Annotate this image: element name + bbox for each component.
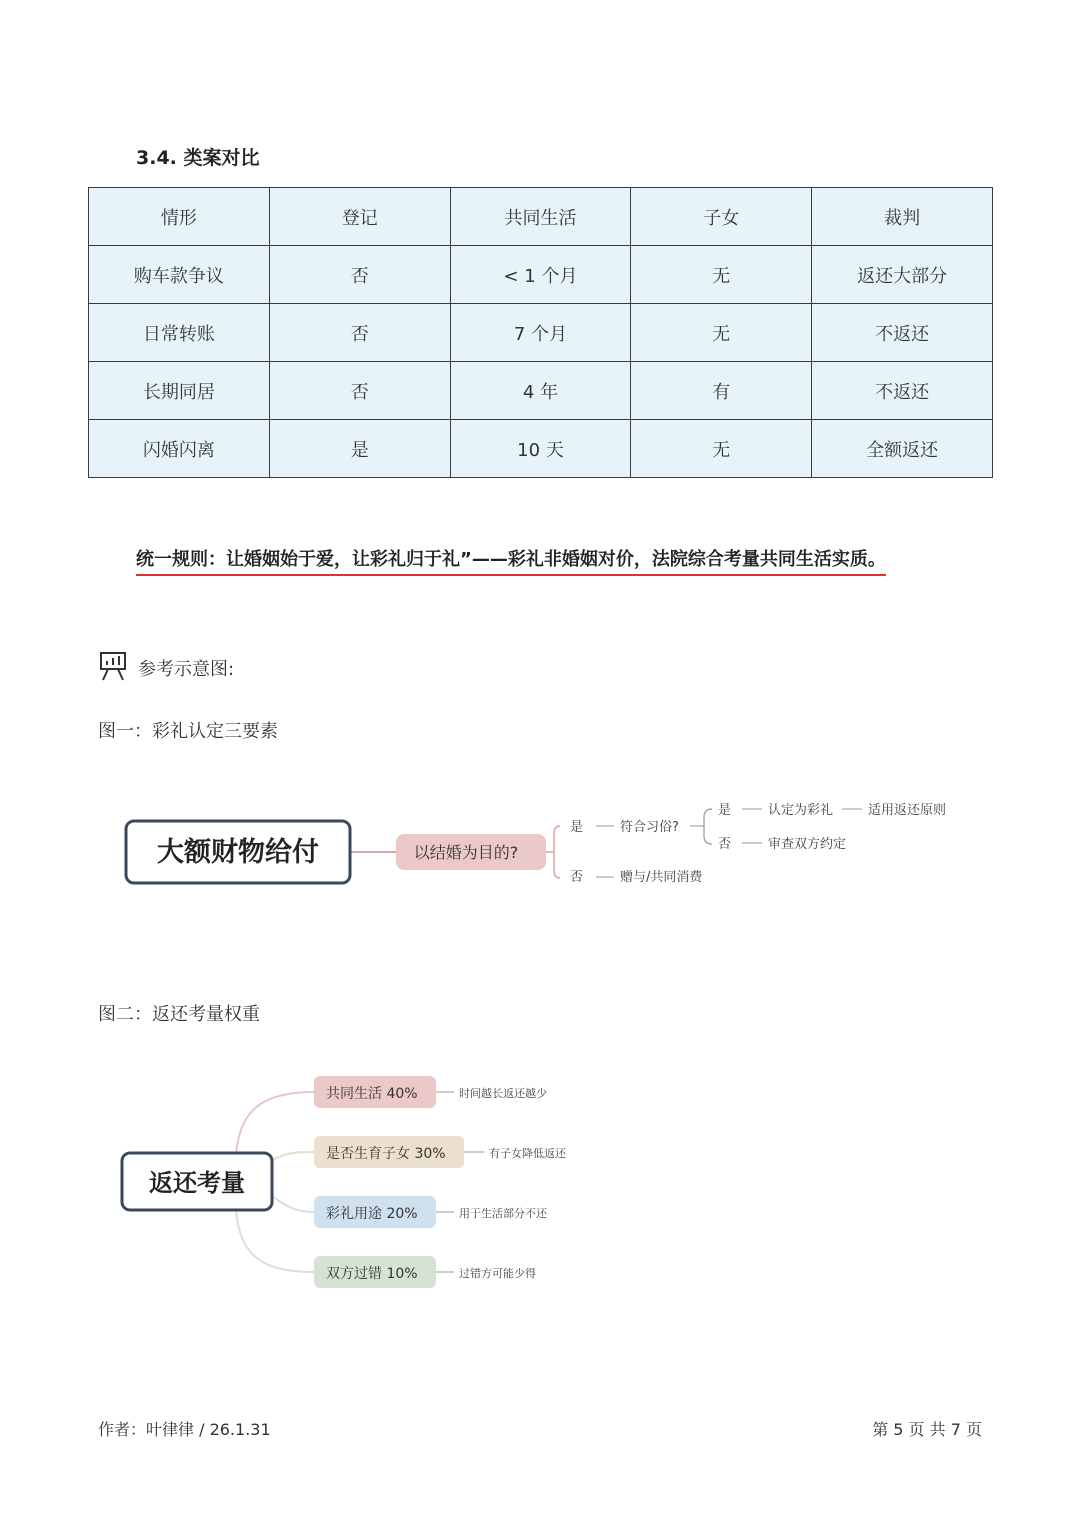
unified-rule-text: 统一规则：让婚姻始于爱，让彩礼归于礼”——彩礼非婚姻对价，法院综合考量共同生活实质。 [136,545,886,576]
header-cell: 登记 [269,188,450,246]
fig2-factor-label: 双方过错 10% [326,1266,418,1282]
table-cell: 否 [269,362,450,420]
fig1-review: 审查双方约定 [768,837,847,852]
table-cell: 有 [631,362,812,420]
table-cell: 7 个月 [450,304,631,362]
fig1-custom-question: 符合习俗? [620,820,679,835]
fig1-confirm: 认定为彩礼 [768,803,834,818]
table-cell: 无 [631,246,812,304]
fig1-custom-yes: 是 [718,803,732,818]
fig1-root-text: 大额财物给付 [157,837,319,868]
table-row [89,304,993,362]
table-cell: 日常转账 [89,304,270,362]
table-cell: < 1 个月 [450,246,631,304]
figure1-caption: 图一：彩礼认定三要素 [98,721,278,742]
table-cell: 4 年 [450,362,631,420]
footer-author: 作者：叶律律 / 26.1.31 [98,1420,271,1439]
fig2-factor-label: 彩礼用途 20% [326,1206,418,1222]
fig2-factor-note: 过错方可能少得 [459,1267,536,1280]
table-cell: 全额返还 [812,420,993,478]
table-cell: 无 [631,304,812,362]
table-cell: 无 [631,420,812,478]
presentation-chart-icon [98,650,128,686]
table-row [89,246,993,304]
fig2-factor-label: 是否生育子女 30% [326,1146,446,1162]
table-row [89,362,993,420]
fig1-yes: 是 [570,820,584,835]
fig2-root-text: 返还考量 [149,1169,245,1197]
header-cell: 子女 [631,188,812,246]
figure1-mindmap [0,790,1080,900]
table-cell: 不返还 [812,304,993,362]
fig1-gift: 赠与/共同消费 [620,870,703,885]
footer-page-number: 第 5 页 共 7 页 [872,1420,982,1439]
fig2-factor-note: 用于生活部分不还 [459,1207,547,1220]
table-cell: 返还大部分 [812,246,993,304]
case-comparison-table [88,187,993,478]
header-cell: 裁判 [812,188,993,246]
header-cell: 共同生活 [450,188,631,246]
reference-label: 参考示意图: [138,659,235,680]
fig1-apply: 适用返还原则 [868,803,947,818]
table-cell: 购车款争议 [89,246,270,304]
fig1-question-text: 以结婚为目的? [413,843,519,862]
table-header-row [89,188,993,246]
fig2-factor-label: 共同生活 40% [326,1086,418,1102]
fig1-custom-no: 否 [718,837,732,852]
table-cell: 10 天 [450,420,631,478]
table-cell: 长期同居 [89,362,270,420]
table-row [89,420,993,478]
reference-heading [98,650,234,686]
figure2-mindmap [0,1060,1080,1300]
fig1-no: 否 [570,870,584,885]
table-cell: 否 [269,304,450,362]
header-cell: 情形 [89,188,270,246]
fig2-factor-note: 时间越长返还越少 [459,1087,547,1100]
table-cell: 不返还 [812,362,993,420]
figure2-caption: 图二：返还考量权重 [98,1004,260,1025]
table-cell: 否 [269,246,450,304]
table-cell: 是 [269,420,450,478]
table-cell: 闪婚闪离 [89,420,270,478]
section-title: 3.4. 类案对比 [136,147,260,169]
fig2-factor-note: 有子女降低返还 [489,1147,566,1160]
